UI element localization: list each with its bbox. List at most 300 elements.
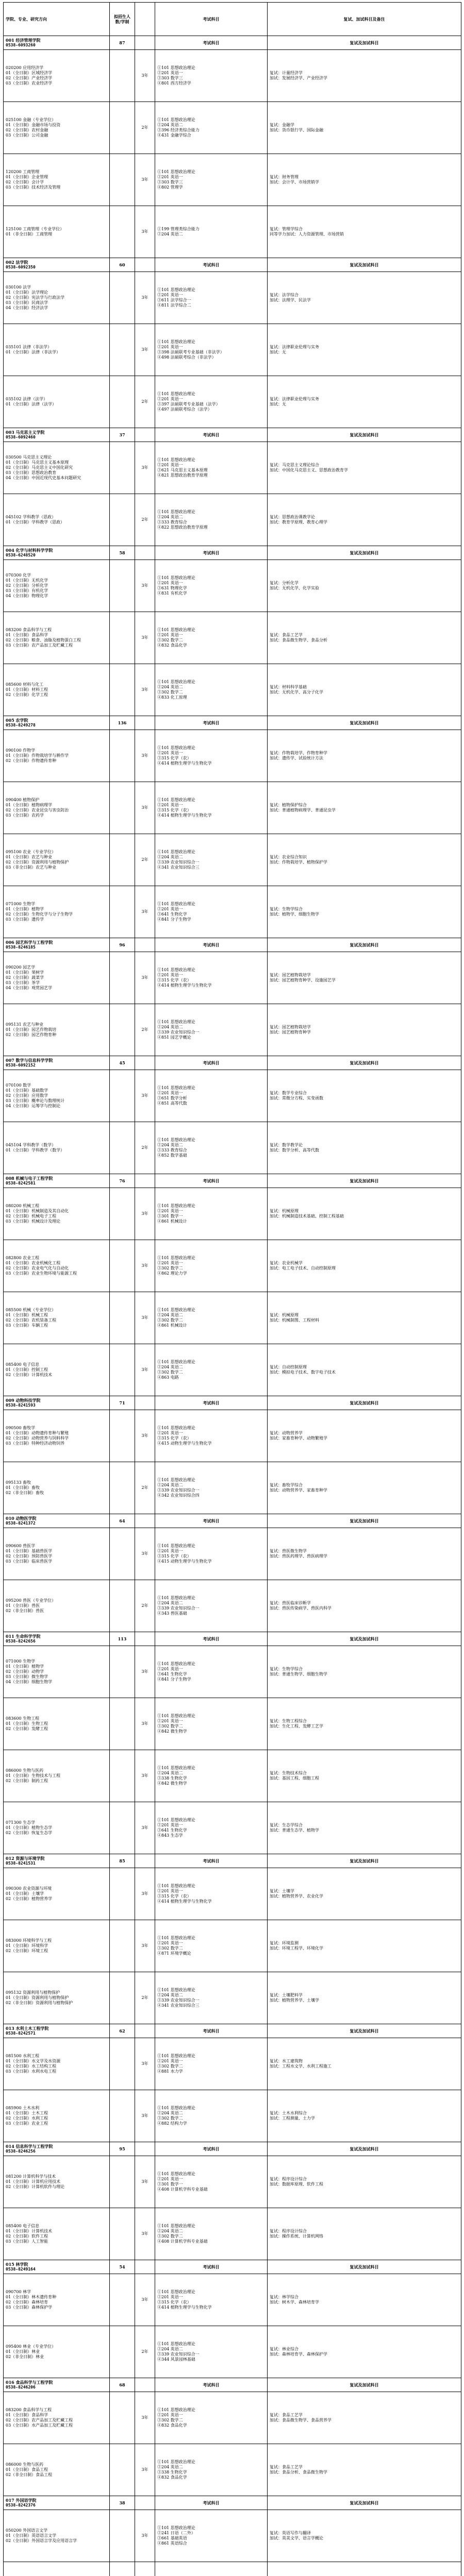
college-cell	[4, 1174, 110, 1188]
college-name: 011 生命科学学院	[6, 1634, 41, 1639]
study-years: 2年	[135, 1004, 155, 1056]
quota-blank	[110, 834, 135, 886]
major-name: 086000 生物与医药	[6, 2462, 44, 2467]
exam-subjects: ①101 思想政治理论 ②204 英语二 ③339 农业知识综合一 ④341 农业知识综合三	[155, 1972, 268, 2024]
college-phone: 0538-6248520	[6, 553, 36, 557]
quota-blank	[110, 442, 135, 494]
college-quota: 95	[110, 2142, 135, 2156]
study-years: 3年	[135, 1528, 155, 1580]
program-cell	[4, 1528, 110, 1580]
college-phone: 0538-8249164	[6, 2267, 36, 2272]
research-directions: 01（全日制）学科教学（思政）	[6, 520, 65, 524]
exam-subjects-label: 考试科目	[155, 36, 268, 50]
college-name: 017 外国语学院	[6, 2498, 37, 2503]
program-row	[4, 1410, 461, 1462]
college-phone: 0538-8241372	[6, 1521, 36, 1526]
college-row	[4, 1632, 461, 1646]
quota-blank	[110, 206, 135, 258]
college-phone: 0538-8249278	[6, 723, 36, 727]
program-cell	[4, 2326, 110, 2378]
program-cell	[4, 1070, 110, 1122]
study-years: 3年	[135, 1240, 155, 1292]
exam-subjects-label: 考试科目	[155, 1396, 268, 1410]
study-years: 3年	[135, 664, 155, 716]
quota-blank	[110, 102, 135, 154]
exam-subjects: ①101 思想政治理论 ②201 英语一 ③315 化学（农） ④414 植物生理学与生物化学	[155, 782, 268, 834]
college-quota: 45	[110, 1056, 135, 1070]
program-row	[4, 1750, 461, 1802]
program-row	[4, 2444, 461, 2496]
major-name: 083000 环境科学与工程	[6, 1938, 52, 1943]
college-name: 005 农学院	[6, 718, 28, 723]
exam-subjects: ①101 思想政治理论 ②201 英语一 ③641 生物化学 ④841 分子生物学	[155, 1646, 268, 1698]
study-years: 3年	[135, 1920, 155, 1972]
quota-blank	[110, 154, 135, 206]
college-quota: 87	[110, 36, 135, 50]
major-name: 095131 农艺与种业	[6, 1022, 44, 1027]
quota-blank	[110, 886, 135, 938]
program-row	[4, 1462, 461, 1514]
research-directions: 01（全日制）基础数学 02（全日制）应用数学 03（全日制）概率论与数理统计 04（全日制）运筹学与控制论	[6, 1088, 65, 1108]
program-row	[4, 1122, 461, 1174]
study-years: 3年	[135, 612, 155, 664]
program-row	[4, 154, 461, 206]
exam-subjects: ①101 思想政治理论 ②201 英语一 ③611 法学综合一 ④811 法学综合二	[155, 272, 268, 324]
research-directions: 01（全日制）计算机技术 02（全日制）软件工程 03（全日制）人工智能	[6, 2229, 53, 2244]
quota-blank	[110, 1868, 135, 1920]
quota-blank	[110, 1580, 135, 1632]
college-name: 007 数学与信息科学学院	[6, 1058, 53, 1063]
research-directions: 01（全日制）作物栽培学与耕作学 02（全日制）作物遗传育种	[6, 753, 69, 763]
exam-subjects-label: 考试科目	[155, 1854, 268, 1868]
retest-subjects: 复试：园艺植物栽培学 加试：园艺植物育种学、设施园艺学	[268, 952, 461, 1004]
research-directions: 01（全日制）英语语言文学 02（全日制）外国语言学及应用语言学	[6, 2533, 77, 2543]
college-quota: 54	[110, 2260, 135, 2274]
quota-blank	[110, 324, 135, 376]
research-directions: 01（全日制）土壤学 02（全日制）植物营养学	[6, 1891, 53, 1901]
research-directions: 01（全日制）机械工程 02（全日制）农机装备工程 03（全日制）车辆工程	[6, 1313, 57, 1328]
exam-subjects: ①101 思想政治理论 ②204 英语二 ③302 数学二 ④833 化工原理	[155, 664, 268, 716]
quota-blank	[110, 730, 135, 782]
research-directions: 01（全日制）学科教学（数学）	[6, 1148, 65, 1153]
program-cell	[4, 1410, 110, 1462]
program-cell	[4, 664, 110, 716]
research-directions: 01（全日制）基础兽医学 02（全日制）预防兽医学 03（全日制）临床兽医学	[6, 1549, 53, 1564]
college-quota: 71	[110, 1396, 135, 1410]
college-phone: 0538-8246256	[6, 2149, 36, 2154]
retest-subjects-label: 复试及加试科目	[268, 938, 461, 952]
retest-subjects-label: 复试及加试科目	[268, 1854, 461, 1868]
program-row	[4, 1188, 461, 1240]
retest-subjects: 复试：水工建筑物 加试：工程水文学、水利工程施工	[268, 2038, 461, 2090]
quota-blank	[110, 1802, 135, 1854]
program-row	[4, 272, 461, 324]
major-name: 090600 兽医学	[6, 1544, 36, 1548]
exam-subjects: ①101 思想政治理论 ②201 英语一 ③302 数学二 ④881 水力学	[155, 2038, 268, 2090]
study-years: 3年	[135, 730, 155, 782]
quota-blank	[110, 2038, 135, 2090]
research-directions: 01（全日制）动物遗传育种与繁殖 02（全日制）动物营养与饲料科学 03（全日制）特种经济动物饲养	[6, 1431, 69, 1446]
study-years: 2年	[135, 494, 155, 546]
quota-blank	[110, 494, 135, 546]
college-cell	[4, 716, 110, 730]
retest-subjects: 复试：生态学综合 加试：普通生态学、植物学	[268, 1802, 461, 1854]
major-name: 080200 机械工程	[6, 1204, 40, 1208]
college-row	[4, 1514, 461, 1528]
research-directions: 01（全日制）农业机械化工程 02（全日制）农业电气化与自动化 03（全日制）农业生物环境与能源工程	[6, 1261, 77, 1276]
exam-subjects: ①101 思想政治理论 ②201 英语一 ③303 数学三 ④802 管理学	[155, 154, 268, 206]
program-cell	[4, 1750, 110, 1802]
study-years: 3年	[135, 886, 155, 938]
program-row	[4, 782, 461, 834]
study-years: 2年	[135, 1462, 155, 1514]
program-cell	[4, 2090, 110, 2142]
exam-subjects: ①101 思想政治理论 ②201 英语一 ③315 化学（农） ④414 植物生理学与生物化学	[155, 730, 268, 782]
research-directions: 01（全日制）园艺作物栽培 02（全日制）园艺作物育种	[6, 1027, 57, 1037]
header-study	[135, 3, 155, 36]
research-directions: 01（全日制）资源利用与植物保护 02（非全日制）资源利用与植物保护	[6, 1995, 73, 2005]
exam-subjects: ①101 思想政治理论 ②201 英语一 ③315 化学（农） ④414 植物生理学与生物化学	[155, 2274, 268, 2326]
major-name: 085600 材料与化工	[6, 682, 44, 687]
college-cell	[4, 1056, 110, 1070]
retest-subjects: 复试：农业综合知识 加试：作物栽培学、植物保护学	[268, 834, 461, 886]
quota-blank	[110, 1240, 135, 1292]
college-cell	[4, 938, 110, 952]
college-quota: 136	[110, 716, 135, 730]
college-quota: 38	[110, 2496, 135, 2510]
program-cell	[4, 2274, 110, 2326]
college-study-blank	[135, 546, 155, 560]
college-row	[4, 1056, 461, 1070]
college-name: 004 化学与材料科学学院	[6, 548, 53, 553]
retest-subjects-label: 复试及加试科目	[268, 1514, 461, 1528]
exam-subjects: ①101 思想政治理论 ②201 英语一 ③301 数学一 ④861 机械设计	[155, 1188, 268, 1240]
college-quota: 64	[110, 1514, 135, 1528]
quota-blank	[110, 1070, 135, 1122]
study-years: 3年	[135, 1698, 155, 1750]
quota-blank	[110, 1972, 135, 2024]
research-directions: 01（全日制）兽医 02（非全日制）兽医	[6, 1603, 44, 1613]
research-directions: 01（全日制）机械制造及其自动化 02（全日制）机械电子工程 03（全日制）机械设计及理论	[6, 1209, 69, 1224]
program-row	[4, 324, 461, 376]
program-row	[4, 612, 461, 664]
table-header-row	[4, 3, 461, 36]
college-row	[4, 2142, 461, 2156]
major-name: 095100 农业（专业学位）	[6, 850, 56, 854]
research-directions: 01（全日制）植物学 02（全日制）生物化学与分子生物学 03（全日制）遗传学	[6, 907, 73, 922]
college-quota: 58	[110, 546, 135, 560]
retest-subjects-label: 复试及加试科目	[268, 2024, 461, 2038]
program-cell	[4, 1698, 110, 1750]
major-name: 025100 金融（专业学位）	[6, 117, 56, 122]
college-row	[4, 428, 461, 442]
program-row	[4, 1292, 461, 1344]
major-name: 030500 马克思主义理论	[6, 455, 52, 460]
college-study-blank	[135, 428, 155, 442]
college-row	[4, 716, 461, 730]
major-name: 081500 水利工程	[6, 2054, 40, 2058]
program-cell	[4, 1344, 110, 1396]
college-phone: 0538-8242571	[6, 2031, 36, 2036]
retest-subjects-label: 复试及加试科目	[268, 2260, 461, 2274]
retest-subjects: 复试：分析化学 加试：无机化学、化学实验	[268, 560, 461, 612]
retest-subjects: 复试：数学教学论 加试：数学分析、高等代数	[268, 1122, 461, 1174]
program-row	[4, 102, 461, 154]
retest-subjects: 复试：食品工艺学 加试：食品微生物学、食品分析	[268, 612, 461, 664]
program-cell	[4, 1920, 110, 1972]
major-name: 085400 电子信息	[6, 1362, 40, 1367]
retest-subjects: 复试：生物学综合 加试：植物学、细胞生物学	[268, 886, 461, 938]
college-study-blank	[135, 1056, 155, 1070]
research-directions: 01（全日制）马克思主义基本原理 02（全日制）马克思主义中国化研究 03（全日制）思想政治教育 04（全日制）中国近现代史基本问题研究	[6, 460, 81, 480]
exam-subjects: ①101 思想政治理论 ②201 英语一 ③641 生物化学 ④843 生态学	[155, 1802, 268, 1854]
retest-subjects: 复试：程序设计综合 加试：操作系统、计算机网络	[268, 2208, 461, 2260]
retest-subjects-label: 复试及加试科目	[268, 546, 461, 560]
retest-subjects: 复试：动物营养学 加试：家畜育种学、动物繁殖学	[268, 1410, 461, 1462]
college-row	[4, 1396, 461, 1410]
study-years: 2年	[135, 102, 155, 154]
major-name: 045104 学科教学（数学）	[6, 1143, 56, 1147]
research-directions: 01（全日制）法律（非法学）	[6, 350, 61, 354]
exam-subjects-label: 考试科目	[155, 2260, 268, 2274]
college-study-blank	[135, 716, 155, 730]
program-row	[4, 2090, 461, 2142]
retest-subjects-label: 复试及加试科目	[268, 428, 461, 442]
research-directions: 01（全日制）土木工程 02（全日制）水利工程 03（全日制）农业工程	[6, 2111, 48, 2126]
quota-blank	[110, 1410, 135, 1462]
study-years: 3年	[135, 50, 155, 102]
college-study-blank	[135, 2378, 155, 2392]
quota-blank	[110, 1462, 135, 1514]
program-cell	[4, 886, 110, 938]
retest-subjects: 复试：林业综合 加试：森林培育学、森林保护学	[268, 2326, 461, 2378]
program-row	[4, 50, 461, 102]
program-cell	[4, 2156, 110, 2208]
study-years: 3年	[135, 2274, 155, 2326]
program-row	[4, 1004, 461, 1056]
college-quota: 68	[110, 2378, 135, 2392]
exam-subjects: ①101 思想政治理论 ②204 英语二 ③338 生物化学 ④842 微生物学	[155, 1750, 268, 1802]
retest-subjects: 复试：材料科学基础 加试：无机化学、高分子化学	[268, 664, 461, 716]
quota-blank	[110, 1698, 135, 1750]
program-row	[4, 494, 461, 546]
quota-blank	[110, 2326, 135, 2378]
retest-subjects: 复试：管理学综合 同等学力加试：人力资源管理、市场营销	[268, 206, 461, 258]
college-name: 003 马克思主义学院	[6, 430, 45, 435]
retest-subjects: 复试：计量经济学 加试：发展经济学、产业经济学	[268, 50, 461, 102]
retest-subjects: 复试：法学综合 加试：法理学、民法学	[268, 272, 461, 324]
major-name: 081200 计算机科学与技术	[6, 2174, 56, 2179]
program-row	[4, 1580, 461, 1632]
exam-subjects-label: 考试科目	[155, 1056, 268, 1070]
college-name: 012 资源与环境学院	[6, 1856, 45, 1861]
college-name: 002 法学院	[6, 260, 28, 265]
exam-subjects: ①101 思想政治理论 ②201 英语一 ③301 数学一 ④408 计算机学科专业基础	[155, 2156, 268, 2208]
program-row	[4, 442, 461, 494]
college-study-blank	[135, 1854, 155, 1868]
research-directions: 01（全日制）食品科学 02（全日制）粮食、油脂及植物蛋白工程 03（全日制）农产品加工及贮藏工程	[6, 633, 81, 648]
study-years: 2年	[135, 1580, 155, 1632]
program-row	[4, 2208, 461, 2260]
college-row	[4, 258, 461, 272]
program-cell	[4, 272, 110, 324]
retest-subjects: 复试：财务管理 加试：会计学、市场营销学	[268, 154, 461, 206]
study-years: 3年	[135, 1292, 155, 1344]
study-years: 2年	[135, 376, 155, 428]
college-study-blank	[135, 2142, 155, 2156]
quota-blank	[110, 2156, 135, 2208]
program-cell	[4, 730, 110, 782]
program-row	[4, 560, 461, 612]
study-years: 3年	[135, 1750, 155, 1802]
quota-blank	[110, 1344, 135, 1396]
college-row	[4, 36, 461, 50]
retest-subjects: 复试：生物学综合 加试：普通生物学、细胞生物学	[268, 1646, 461, 1698]
study-years: 3年	[135, 1802, 155, 1854]
college-study-blank	[135, 938, 155, 952]
program-cell	[4, 2562, 110, 2576]
college-phone: 0538-8242581	[6, 1181, 36, 1185]
major-name: 071300 生态学	[6, 1820, 36, 1825]
major-name: 071000 生物学	[6, 902, 36, 906]
college-row	[4, 1854, 461, 1868]
exam-subjects: ①101 思想政治理论 ②201 英语一 ③315 化学（农） ④415 动物生理学与生物化学	[155, 1528, 268, 1580]
program-cell	[4, 834, 110, 886]
college-quota: 62	[110, 2024, 135, 2038]
college-cell	[4, 1514, 110, 1528]
exam-subjects	[155, 2562, 268, 2576]
program-row	[4, 376, 461, 428]
exam-subjects-label: 考试科目	[155, 1514, 268, 1528]
study-years: 2年	[135, 1972, 155, 2024]
major-name: 085900 土木水利	[6, 2106, 40, 2110]
college-phone: 0538-8241593	[6, 1403, 36, 1408]
major-name: 083200 食品科学与工程	[6, 2408, 52, 2412]
major-name: 090300 农业资源与环境	[6, 1886, 52, 1891]
study-years: 3年	[135, 1868, 155, 1920]
quota-blank	[110, 2510, 135, 2562]
program-cell	[4, 782, 110, 834]
study-years: 3年	[135, 1344, 155, 1396]
major-name: 095132 资源利用与植物保护	[6, 1990, 60, 1995]
program-row	[4, 1972, 461, 2024]
college-cell	[4, 258, 110, 272]
retest-subjects: 复试：林学综合 加试：树木学、森林培育学	[268, 2274, 461, 2326]
research-directions: 01（全日制）法学理论 02（全日制）宪法学与行政法学 03（全日制）民商法学 04（全日制）经济法学	[6, 290, 65, 310]
college-phone: 0538-8246185	[6, 945, 36, 950]
college-study-blank	[135, 36, 155, 50]
study-years: 3年	[135, 2444, 155, 2496]
research-directions: 01（全日制）金融市场与投资 02（全日制）农村金融 03（全日制）公司金融	[6, 123, 61, 138]
college-study-blank	[135, 258, 155, 272]
quota-blank	[110, 612, 135, 664]
study-years: 3年	[135, 206, 155, 258]
study-years: 3年	[135, 2156, 155, 2208]
retest-subjects: 复试：兽医临床诊断学 加试：兽医传染病学、兽医内科学	[268, 1580, 461, 1632]
program-row	[4, 1344, 461, 1396]
exam-subjects-label: 考试科目	[155, 258, 268, 272]
major-name: 090700 林学	[6, 2290, 31, 2294]
program-cell	[4, 952, 110, 1004]
program-cell	[4, 102, 110, 154]
college-phone: 0538-8241531	[6, 1861, 36, 1866]
study-years: 2年	[135, 1122, 155, 1174]
exam-subjects: ①101 思想政治理论 ②201 英语一 ③621 马克思主义基本原理 ④821 思想政治教育学原理	[155, 442, 268, 494]
retest-subjects: 复试：畜牧学综合 加试：动物营养学、家畜育种学	[268, 1462, 461, 1514]
exam-subjects: ①101 思想政治理论 ②204 英语二 ③302 数学二 ④882 结构力学	[155, 2090, 268, 2142]
exam-subjects-label: 考试科目	[155, 546, 268, 560]
program-cell	[4, 2510, 110, 2562]
retest-subjects: 复试：金融学 加试：货币银行学、国际金融	[268, 102, 461, 154]
college-cell	[4, 2024, 110, 2038]
major-name: 083600 生物工程	[6, 1716, 40, 1721]
retest-subjects: 复试：思想政治课教学论 加试：教育学原理、教育心理学	[268, 494, 461, 546]
header-exam: 考试科目	[155, 3, 268, 36]
program-cell	[4, 2444, 110, 2496]
quota-blank	[110, 2444, 135, 2496]
retest-subjects: 复试：生物技术综合 加试：基因工程、细胞工程	[268, 1750, 461, 1802]
retest-subjects: 复试：土壤肥料学 加试：植物营养学、土壤学	[268, 1972, 461, 2024]
college-study-blank	[135, 1514, 155, 1528]
exam-subjects: ①101 思想政治理论 ②241 日语（二外） ③661 基础英语 ④861 英语综合	[155, 2510, 268, 2562]
quota-blank	[110, 1920, 135, 1972]
program-cell	[4, 1188, 110, 1240]
quota-blank	[110, 2562, 135, 2576]
exam-subjects: ①101 思想政治理论 ②201 英语一 ③651 数学分析 ④851 高等代数	[155, 1070, 268, 1122]
program-row	[4, 1240, 461, 1292]
retest-subjects: 复试：机械原理 加试：机械制图、工程材料	[268, 1292, 461, 1344]
major-name: 035102 法律（法学）	[6, 397, 48, 401]
exam-subjects: ①101 思想政治理论 ②201 英语一 ③641 生物化学 ④841 分子生物学	[155, 886, 268, 938]
retest-subjects: 复试：生物工程综合 加试：生化工程、发酵工艺学	[268, 1698, 461, 1750]
college-study-blank	[135, 1174, 155, 1188]
research-directions: 01（全日制）控制工程 02（全日制）计算机技术	[6, 1367, 53, 1377]
program-row	[4, 206, 461, 258]
major-name: 085400 电子信息	[6, 2224, 40, 2228]
program-cell	[4, 206, 110, 258]
quota-blank	[110, 952, 135, 1004]
study-years: 3年	[135, 442, 155, 494]
retest-subjects: 复试：土壤学 加试：植物营养学、农业化学	[268, 1868, 461, 1920]
college-name: 006 园艺科学与工程学院	[6, 940, 53, 945]
exam-subjects: ①101 思想政治理论 ②204 英语二 ③339 农业知识综合一 ④342 农业知识综合四	[155, 1462, 268, 1514]
research-directions: 01（全日制）植物学 02（全日制）动物学 03（全日制）微生物学 04（全日制）细胞生物学	[6, 1664, 53, 1684]
exam-subjects: ①101 思想政治理论 ②204 英语二 ③339 农业知识综合一 ④343 兽医基础	[155, 1580, 268, 1632]
exam-subjects: ①101 思想政治理论 ②201 英语一 ③302 数学二 ④832 食品化学	[155, 612, 268, 664]
college-phone: 0538-6092350	[6, 265, 36, 269]
quota-blank	[110, 1528, 135, 1580]
retest-subjects	[268, 2562, 461, 2576]
exam-subjects: ①101 思想政治理论 ②204 英语二 ③302 数学二 ④408 计算机学科专业基础	[155, 2208, 268, 2260]
retest-subjects-label: 复试及加试科目	[268, 36, 461, 50]
college-cell	[4, 1396, 110, 1410]
major-name: 083200 食品科学与工程	[6, 628, 52, 632]
college-study-blank	[135, 2496, 155, 2510]
college-row	[4, 2378, 461, 2392]
exam-subjects: ①101 思想政治理论 ②204 英语二 ③302 数学二 ④861 机械设计	[155, 1292, 268, 1344]
college-study-blank	[135, 2024, 155, 2038]
major-name: 090400 植物保护	[6, 798, 40, 802]
exam-subjects: ①101 思想政治理论 ②201 英语一 ③315 化学（农） ④414 植物生理学与生物化学	[155, 1868, 268, 1920]
major-name: 090200 园艺学	[6, 965, 36, 970]
college-row	[4, 938, 461, 952]
program-cell	[4, 612, 110, 664]
college-study-blank	[135, 1396, 155, 1410]
research-directions: 01（全日制）计算机应用技术 02（全日制）计算机软件与理论	[6, 2179, 65, 2189]
retest-subjects-label: 复试及加试科目	[268, 1056, 461, 1070]
major-name: 125100 工商管理（专业学位）	[6, 227, 64, 231]
major-name: 070300 化学	[6, 573, 31, 578]
